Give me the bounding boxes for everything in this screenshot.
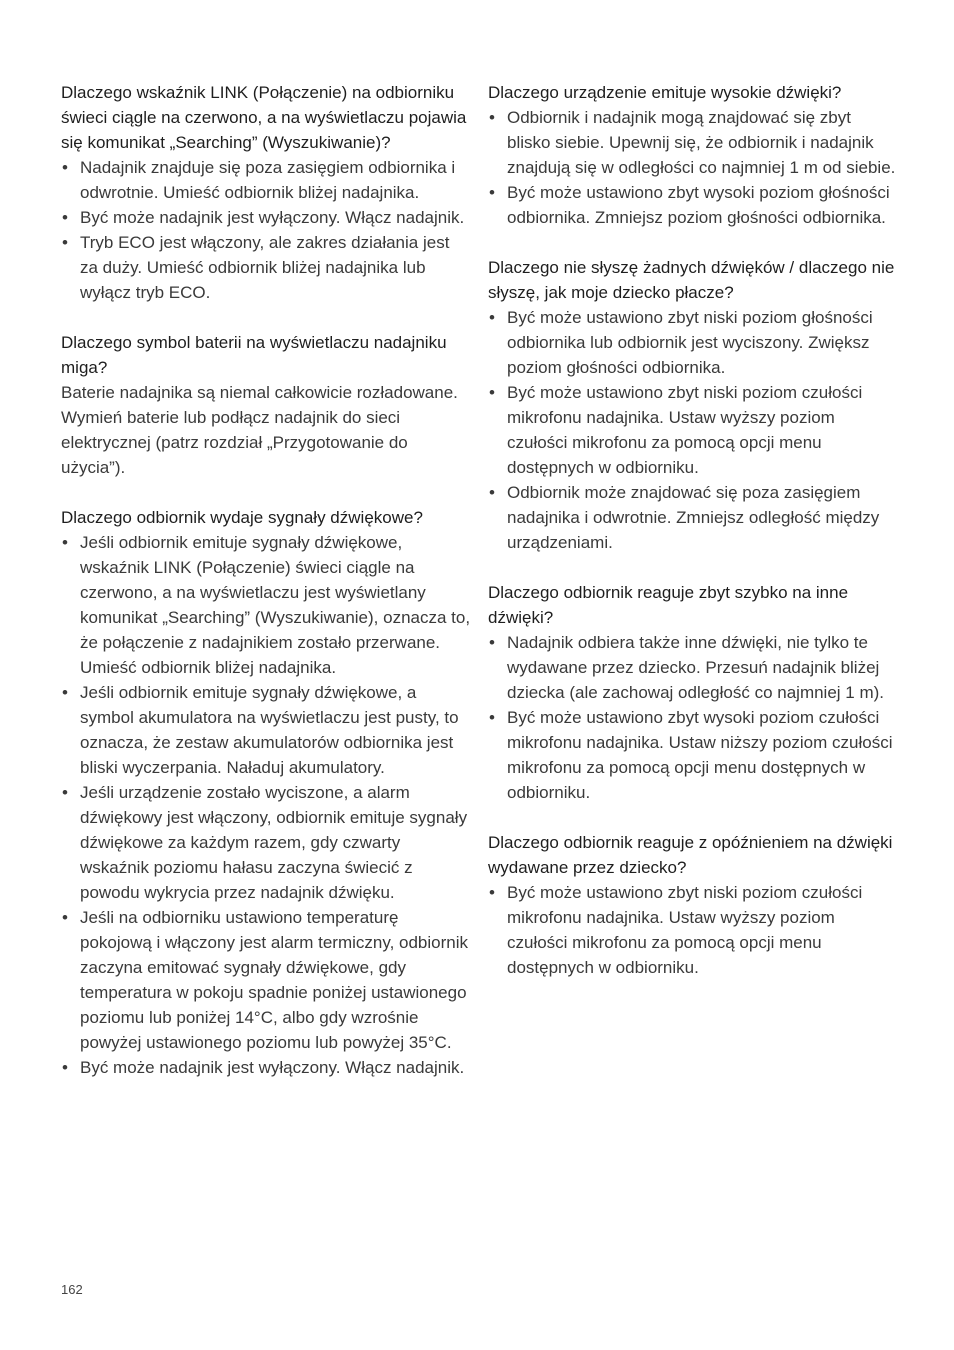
faq-answer-item: • Tryb ECO jest włączony, ale zakres działania jest za duży. Umieść odbiornik bliżej nadajnika lub wyłącz tryb ECO. — [61, 230, 471, 305]
faq-answer-list — [488, 305, 898, 555]
faq-receiver-beeps — [61, 505, 471, 1080]
faq-no-sound — [488, 255, 898, 555]
faq-answer-item: • Być może nadajnik jest wyłączony. Włącz nadajnik. — [61, 1055, 471, 1080]
faq-battery-blinking — [61, 330, 471, 480]
faq-question: Dlaczego nie słyszę żadnych dźwięków / dlaczego nie słyszę, jak moje dziecko płacze? — [488, 258, 895, 302]
faq-reacts-too-fast — [488, 580, 898, 805]
faq-answer-list — [488, 105, 898, 230]
faq-answer-item: • Odbiornik może znajdować się poza zasięgiem nadajnika i odwrotnie. Zmniejsz odległość między urządzeniami. — [488, 480, 898, 555]
faq-question: Dlaczego wskaźnik LINK (Połączenie) na odbiorniku świeci ciągle na czerwono, a na wyświetlaczu pojawia się komunikat „Searching” (Wyszukiwanie)? — [61, 83, 467, 152]
faq-answer-item: • Być może ustawiono zbyt niski poziom głośności odbiornika lub odbiornik jest wyciszony. Zwiększ poziom głośności odbiornika. — [488, 305, 898, 380]
page-number: 162 — [61, 1282, 83, 1297]
faq-answer-list — [488, 880, 898, 980]
faq-answer-item: • Nadajnik odbiera także inne dźwięki, nie tylko te wydawane przez dziecko. Przesuń nadajnik bliżej dziecka (ale zachowaj odległość co najmniej 1 m). — [488, 630, 898, 705]
faq-answer-paragraph: Baterie nadajnika są niemal całkowicie rozładowane. Wymień baterie lub podłącz nadajnik do sieci elektrycznej (patrz rozdział „Przygotowanie do użycia”). — [61, 383, 458, 477]
faq-answer-item: • Być może ustawiono zbyt wysoki poziom głośności odbiornika. Zmniejsz poziom głośności odbiornika. — [488, 180, 898, 230]
faq-answer-item: • Odbiornik i nadajnik mogą znajdować się zbyt blisko siebie. Upewnij się, że odbiornik i nadajnik znajdują się w odległości co najmniej 1 m od siebie. — [488, 105, 898, 180]
faq-answer-item: • Być może ustawiono zbyt wysoki poziom czułości mikrofonu nadajnika. Ustaw niższy poziom czułości mikrofonu za pomocą opcji menu dostępnych w odbiorniku. — [488, 705, 898, 805]
faq-answer-item: • Być może ustawiono zbyt niski poziom czułości mikrofonu nadajnika. Ustaw wyższy poziom czułości mikrofonu za pomocą opcji menu dostępnych w odbiorniku. — [488, 380, 898, 480]
faq-question: Dlaczego symbol baterii na wyświetlaczu nadajniku miga? — [61, 333, 447, 377]
faq-high-pitched-sounds — [488, 80, 898, 230]
faq-reacts-with-delay — [488, 830, 898, 980]
faq-answer-item: • Jeśli na odbiorniku ustawiono temperaturę pokojową i włączony jest alarm termiczny, odbiornik zaczyna emitować sygnały dźwiękowe, gdy temperatura w pokoju spadnie poniżej ustawionego poziomu lub poniżej 14°C, albo gdy wzrośnie powyżej ustawionego poziomu lub powyżej 35°C. — [61, 905, 471, 1055]
faq-question: Dlaczego odbiornik reaguje z opóźnieniem na dźwięki wydawane przez dziecko? — [488, 833, 893, 877]
faq-answer-item: • Być może nadajnik jest wyłączony. Włącz nadajnik. — [61, 205, 471, 230]
faq-link-red-searching — [61, 80, 471, 305]
faq-answer-item: • Jeśli odbiornik emituje sygnały dźwiękowe, wskaźnik LINK (Połączenie) świeci ciągle na czerwono, a na wyświetlaczu jest wyświetlany komunikat „Searching” (Wyszukiwanie), oznacza to, że połączenie z nadajnikiem zostało przerwane. Umieść odbiornik bliżej nadajnika. — [61, 530, 471, 680]
left-column — [61, 80, 471, 1105]
faq-question: Dlaczego urządzenie emituje wysokie dźwięki? — [488, 83, 842, 102]
faq-answer-list — [61, 155, 471, 305]
faq-question: Dlaczego odbiornik reaguje zbyt szybko na inne dźwięki? — [488, 583, 849, 627]
faq-answer-item: • Jeśli urządzenie zostało wyciszone, a alarm dźwiękowy jest włączony, odbiornik emituje sygnały dźwiękowe za każdym razem, gdy czwarty wskaźnik poziomu hałasu zaczyna świecić z powodu wykrycia przez nadajnik dźwięku. — [61, 780, 471, 905]
faq-answer-item: • Nadajnik znajduje się poza zasięgiem odbiornika i odwrotnie. Umieść odbiornik bliżej nadajnika. — [61, 155, 471, 205]
right-column — [488, 80, 898, 1005]
faq-answer-item: • Jeśli odbiornik emituje sygnały dźwiękowe, a symbol akumulatora na wyświetlaczu jest pusty, to oznacza, że zestaw akumulatorów odbiornika jest bliski wyczerpania. Naładuj akumulatory. — [61, 680, 471, 780]
faq-answer-list — [61, 530, 471, 1080]
faq-answer-item: • Być może ustawiono zbyt niski poziom czułości mikrofonu nadajnika. Ustaw wyższy poziom czułości mikrofonu za pomocą opcji menu dostępnych w odbiorniku. — [488, 880, 898, 980]
faq-question: Dlaczego odbiornik wydaje sygnały dźwiękowe? — [61, 508, 423, 527]
faq-answer-list — [488, 630, 898, 805]
